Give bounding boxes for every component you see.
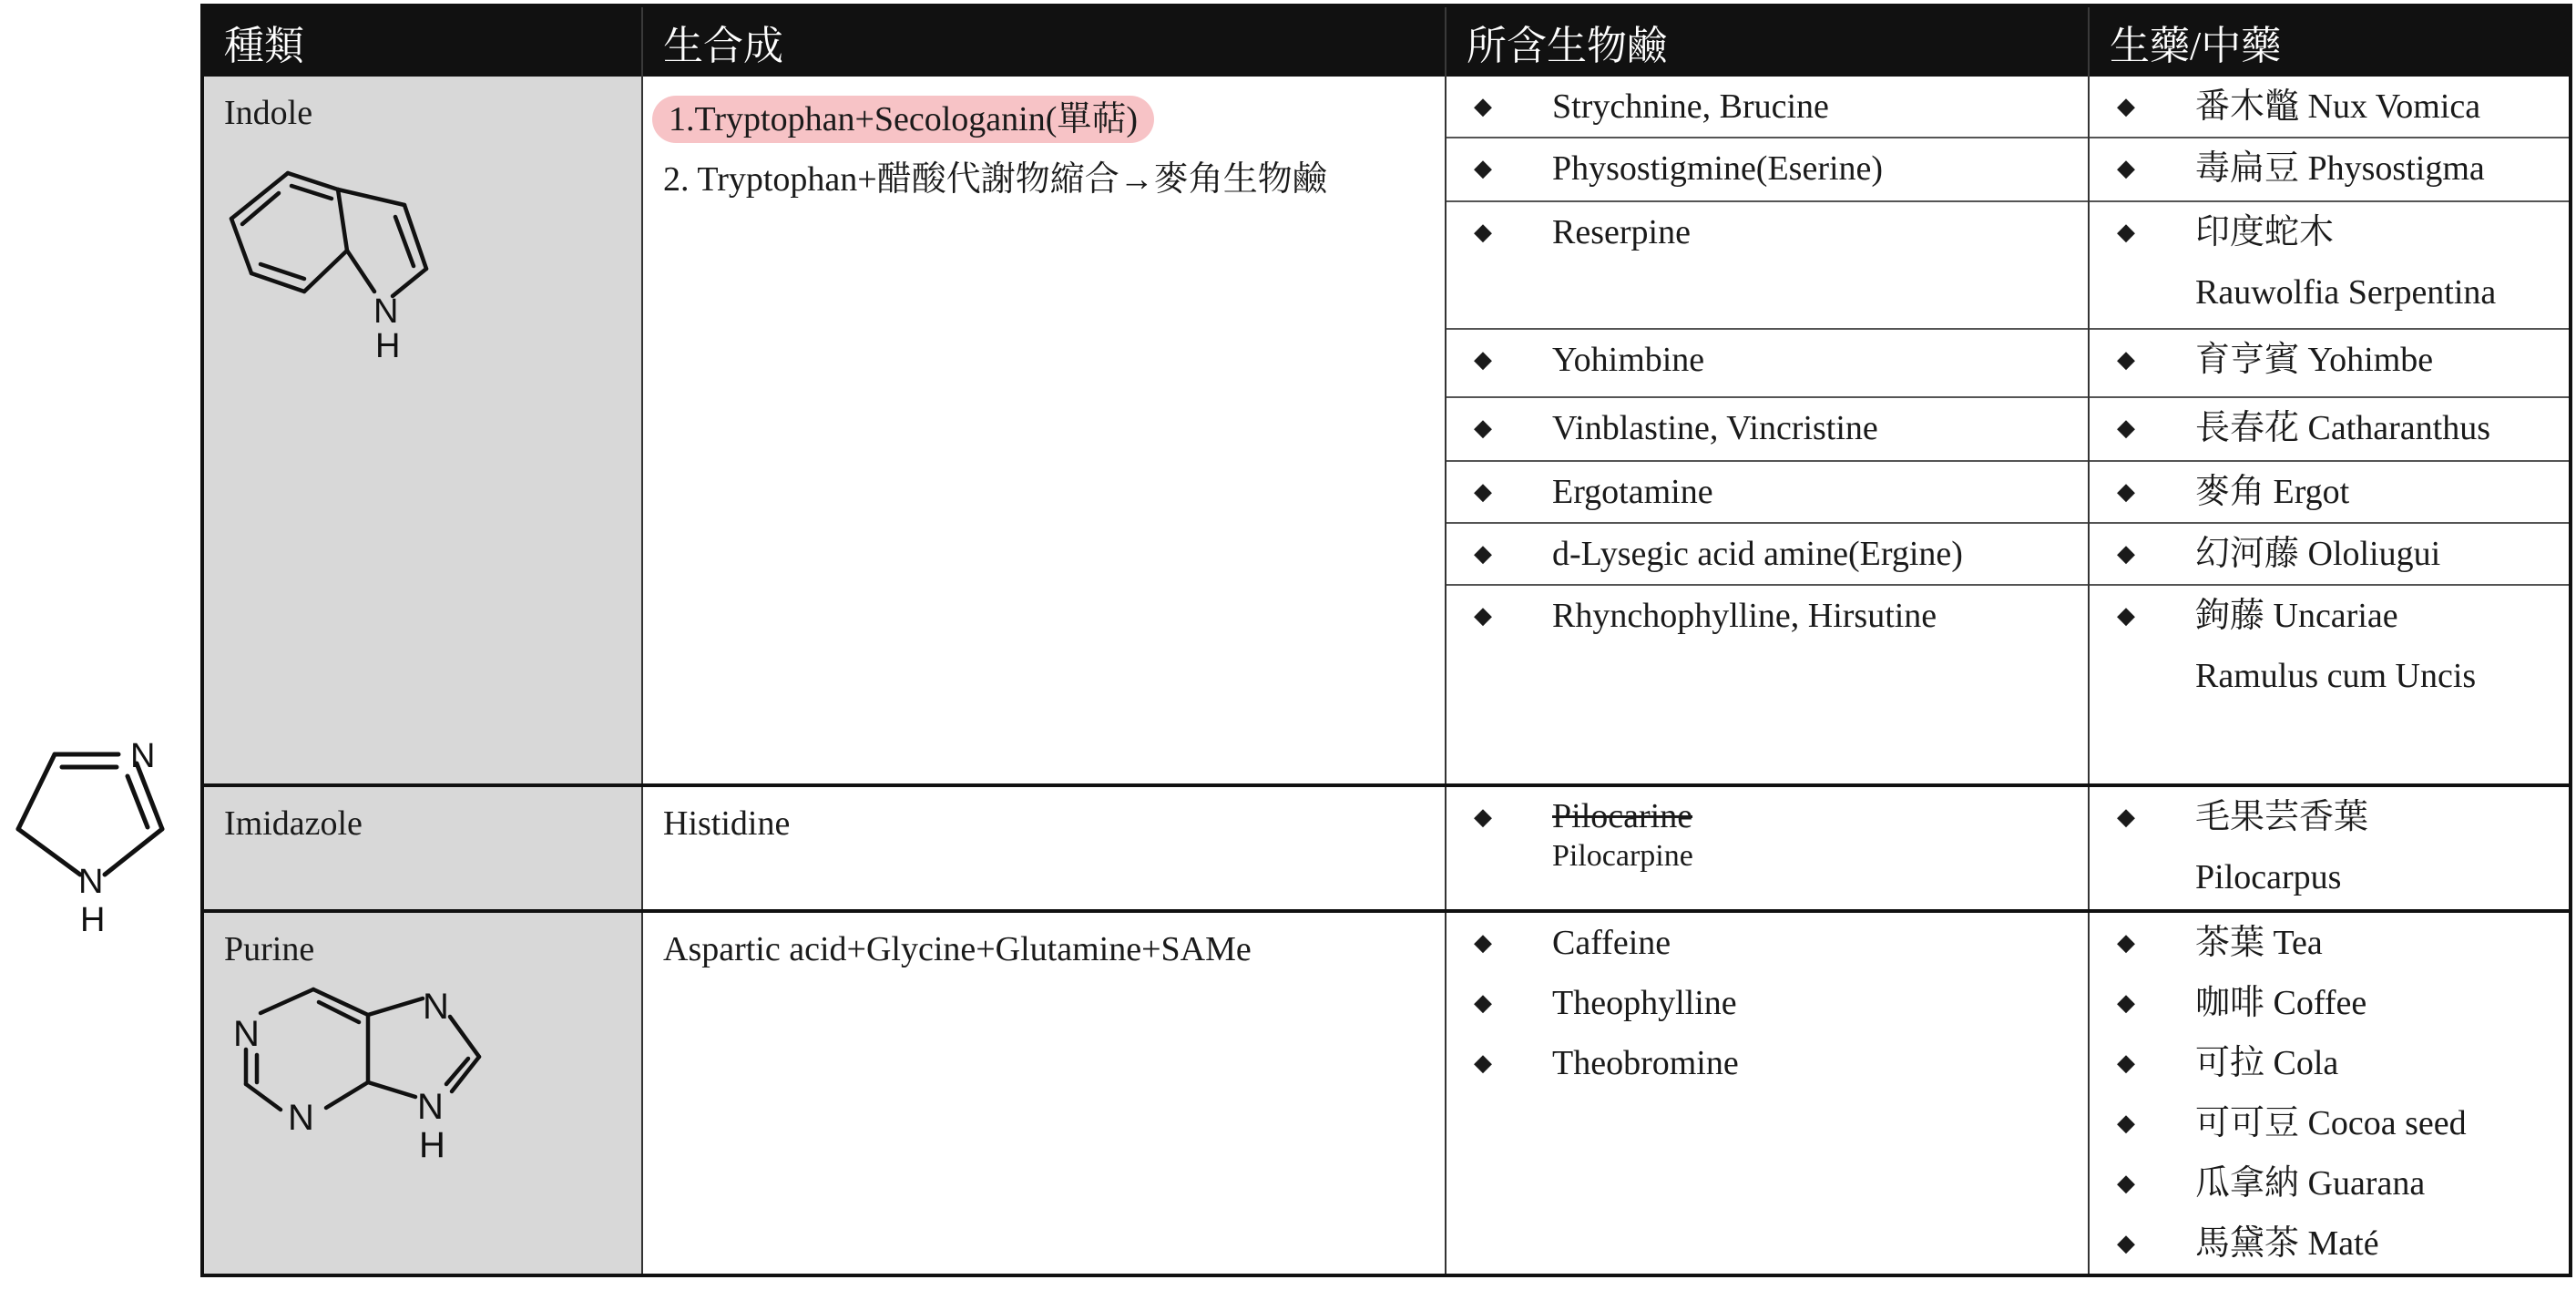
- list-item: ◆ 番木鼈 Nux Vomica: [2090, 77, 2569, 138]
- indole-structure: [224, 146, 470, 364]
- list-item: ◆ Yohimbine: [1446, 330, 2088, 398]
- type-cell-indole: [202, 77, 642, 785]
- list-item: ◆ 咖啡 Coffee: [2117, 984, 2367, 1022]
- section-indole: [202, 77, 2571, 785]
- list-item: ◆ Physostigmine(Eserine): [1446, 138, 2088, 202]
- table-header-row: [202, 5, 2571, 77]
- list-item: ◆ Pilocarine Pilocarpine: [1446, 787, 2088, 876]
- list-item: ◆ 幻河藤 Ololiugui: [2090, 524, 2569, 586]
- drugs-cell-imidazole: [2089, 785, 2571, 911]
- list-item: ◆ 育亨賓 Yohimbe: [2090, 330, 2569, 398]
- list-item: ◆ 茶葉 Tea: [2117, 924, 2323, 962]
- list-item: ◆ Vinblastine, Vincristine: [1446, 398, 2088, 462]
- svg-text:N: N: [288, 1098, 314, 1138]
- list-item: ◆ Ergotamine: [1446, 462, 2088, 524]
- biosyn-highlight: 1.Tryptophan+Secologanin(單萜): [652, 96, 1154, 143]
- list-item: ◆ Rhynchophylline, Hirsutine: [1474, 597, 1937, 635]
- list-item: ◆ Theobromine: [1474, 1044, 1739, 1082]
- section-purine: [202, 911, 2571, 1275]
- biosyn-purine: Aspartic acid+Glycine+Glutamine+SAMe: [663, 930, 1252, 968]
- biosyn-imidazole: Histidine: [663, 804, 791, 843]
- purine-structure: [224, 982, 497, 1192]
- header-drugs: 生藥/中藥: [2089, 5, 2571, 77]
- type-label-indole: Indole: [224, 94, 313, 132]
- list-item: ◆ Theophylline: [1474, 984, 1737, 1022]
- biosyn-cell-imidazole: [642, 785, 1446, 911]
- svg-text:H: H: [375, 327, 401, 364]
- imidazole-structure: [9, 729, 173, 947]
- svg-text:H: H: [80, 901, 106, 939]
- svg-text:N: N: [130, 737, 156, 775]
- list-item: ◆ 瓜拿納 Guarana: [2117, 1164, 2426, 1203]
- list-item: ◆ 鉤藤 Uncariae Ramulus cum Uncis: [2117, 597, 2477, 695]
- list-item: ◆ d-Lysegic acid amine(Ergine): [1446, 524, 2088, 586]
- svg-text:N: N: [78, 863, 104, 901]
- biosyn-cell-indole: [642, 77, 1446, 785]
- alkaloids-cell-indole: [1446, 77, 2089, 785]
- svg-text:N: N: [233, 1014, 260, 1054]
- list-item: ◆ 毒扁豆 Physostigma: [2090, 138, 2569, 202]
- alkaloid-table: [200, 4, 2572, 1277]
- list-item: ◆ 毛果芸香葉 Pilocarpus: [2117, 798, 2369, 896]
- list-item: ◆ 印度蛇木 Rauwolfia Serpentina: [2090, 202, 2569, 330]
- list-item: ◆ Strychnine, Brucine: [1446, 77, 2088, 138]
- biosyn-line-2: 2. Tryptophan+醋酸代謝物縮合→麥角生物鹼: [663, 160, 1327, 199]
- drugs-cell-indole: [2089, 77, 2571, 785]
- svg-text:N: N: [417, 1087, 444, 1127]
- type-cell-purine: [202, 911, 642, 1275]
- drugs-cell-purine: [2089, 911, 2571, 1275]
- svg-text:H: H: [419, 1125, 445, 1165]
- struck-alkaloid: Pilocarine: [1552, 797, 1693, 835]
- alkaloids-cell-purine: [1446, 911, 2089, 1275]
- list-item: ◆ Caffeine: [1474, 924, 1671, 962]
- corrected-alkaloid: Pilocarpine: [1552, 839, 1693, 873]
- list-item: ◆ Reserpine: [1446, 202, 2088, 330]
- header-alkaloids: 所含生物鹼: [1446, 5, 2089, 77]
- list-item: ◆ 麥角 Ergot: [2090, 462, 2569, 524]
- list-item: ◆ 長春花 Catharanthus: [2090, 398, 2569, 462]
- alkaloids-cell-imidazole: [1446, 785, 2089, 911]
- svg-text:N: N: [423, 987, 449, 1027]
- list-item: ◆ 馬黛茶 Maté: [2117, 1224, 2379, 1263]
- list-item: ◆ 可可豆 Cocoa seed: [2117, 1104, 2467, 1142]
- list-item: ◆ 可拉 Cola: [2117, 1044, 2339, 1082]
- section-imidazole: [202, 785, 2571, 911]
- biosyn-cell-purine: [642, 911, 1446, 1275]
- header-biosynthesis: 生合成: [642, 5, 1446, 77]
- type-label-purine: Purine: [224, 930, 315, 968]
- svg-text:N: N: [373, 292, 399, 331]
- type-cell-imidazole: [202, 785, 642, 911]
- header-type: 種類: [202, 5, 642, 77]
- type-label-imidazole: Imidazole: [224, 804, 363, 843]
